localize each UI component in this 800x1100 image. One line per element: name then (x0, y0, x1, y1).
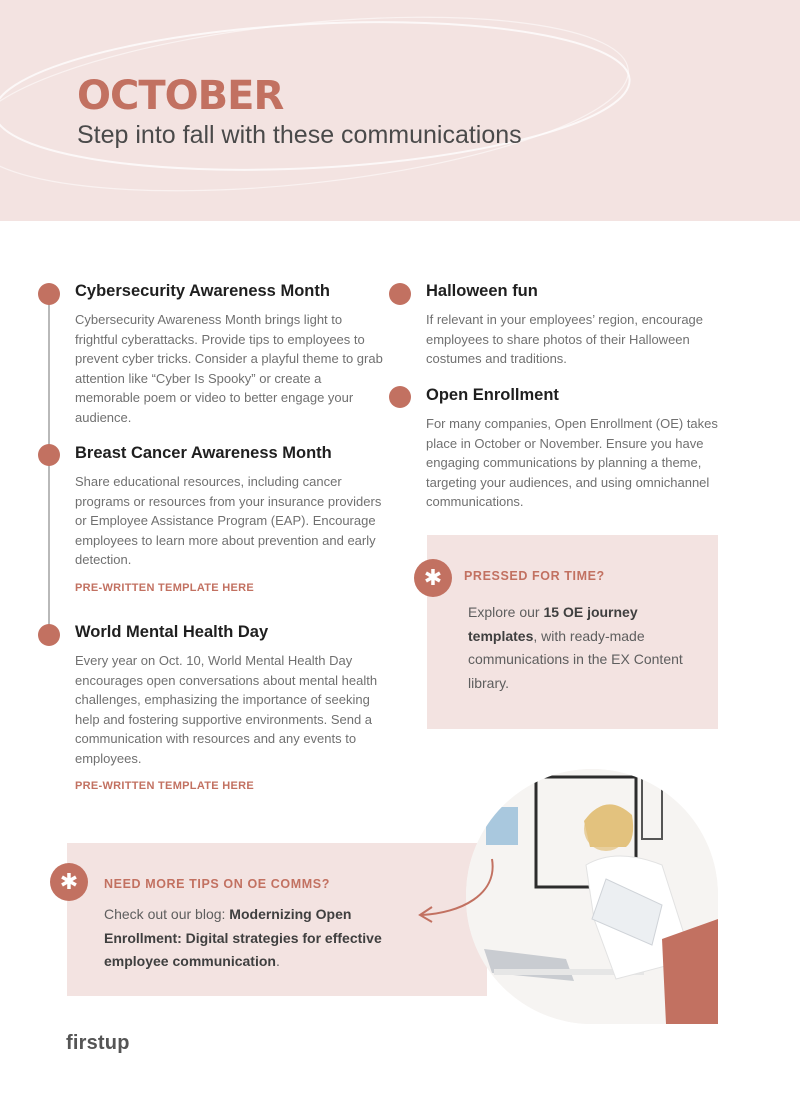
asterisk-icon: ✱ (50, 863, 88, 901)
header-banner (0, 0, 800, 221)
callout-body: Check out our blog: Modernizing Open Enrollment: Digital strategies for effective employee communication. (104, 906, 382, 969)
timeline-dot (38, 444, 60, 466)
section-open-enrollment (426, 386, 731, 512)
section-body: For many companies, Open Enrollment (OE) takes place in October or November. Ensure you have engaging communications by planning a theme, targeting your audiences, and using omnichannel communications. (426, 416, 718, 509)
section-heading: World Mental Health Day (75, 623, 269, 641)
timeline-dot (389, 283, 411, 305)
section-mental-health (75, 623, 385, 792)
template-link[interactable]: PRE-WRITTEN TEMPLATE HERE (75, 581, 255, 594)
oe-templates-link[interactable]: 15 OE journey templates (468, 604, 638, 644)
section-body: Cybersecurity Awareness Month brings light to frightful cyberattacks. Provide tips to employees to prevent cyber tricks. Consider a playful theme to grab attention like “Cyber Is Spooky” or create a memorable poem or video to better engage your audience. (75, 312, 383, 425)
timeline-dot (38, 283, 60, 305)
page-title: OCTOBER (77, 73, 284, 119)
firstup-logo: firstup (66, 1032, 130, 1054)
timeline-dot (38, 624, 60, 646)
section-cybersecurity (75, 282, 385, 427)
callout-title: PRESSED FOR TIME? (464, 569, 605, 583)
timeline-dot (389, 386, 411, 408)
section-heading: Open Enrollment (426, 386, 559, 404)
section-heading: Cybersecurity Awareness Month (75, 282, 330, 300)
section-body: If relevant in your employees’ region, encourage employees to share photos of their Halloween costumes and traditions. (426, 312, 704, 366)
asterisk-icon: ✱ (414, 559, 452, 597)
section-heading: Halloween fun (426, 282, 538, 300)
section-halloween (426, 282, 731, 369)
blog-link[interactable]: Modernizing Open Enrollment: Digital strategies for effective employee communication (104, 906, 382, 969)
section-body: Every year on Oct. 10, World Mental Health Day encourages open conversations about mental health challenges, emphasizing the importance of seeking help and fostering supportive environments. Send a communication with resources and any events to employees. (75, 653, 378, 766)
curved-arrow-icon (410, 855, 500, 925)
photo-woman-at-laptop (466, 769, 718, 1024)
section-breast-cancer (75, 444, 385, 594)
section-heading: Breast Cancer Awareness Month (75, 444, 332, 462)
page-subtitle: Step into fall with these communications (77, 121, 522, 149)
callout-title: NEED MORE TIPS ON OE COMMS? (104, 877, 330, 891)
section-body: Share educational resources, including cancer programs or resources from your insurance providers or Employee Assistance Program (EAP). Encourage employees to learn more about prevention and early detection. (75, 474, 382, 567)
callout-pressed-for-time (427, 535, 718, 729)
callout-body: Explore our 15 OE journey templates, with ready-made communications in the EX Content library. (468, 604, 683, 691)
template-link[interactable]: PRE-WRITTEN TEMPLATE HERE (75, 780, 255, 792)
